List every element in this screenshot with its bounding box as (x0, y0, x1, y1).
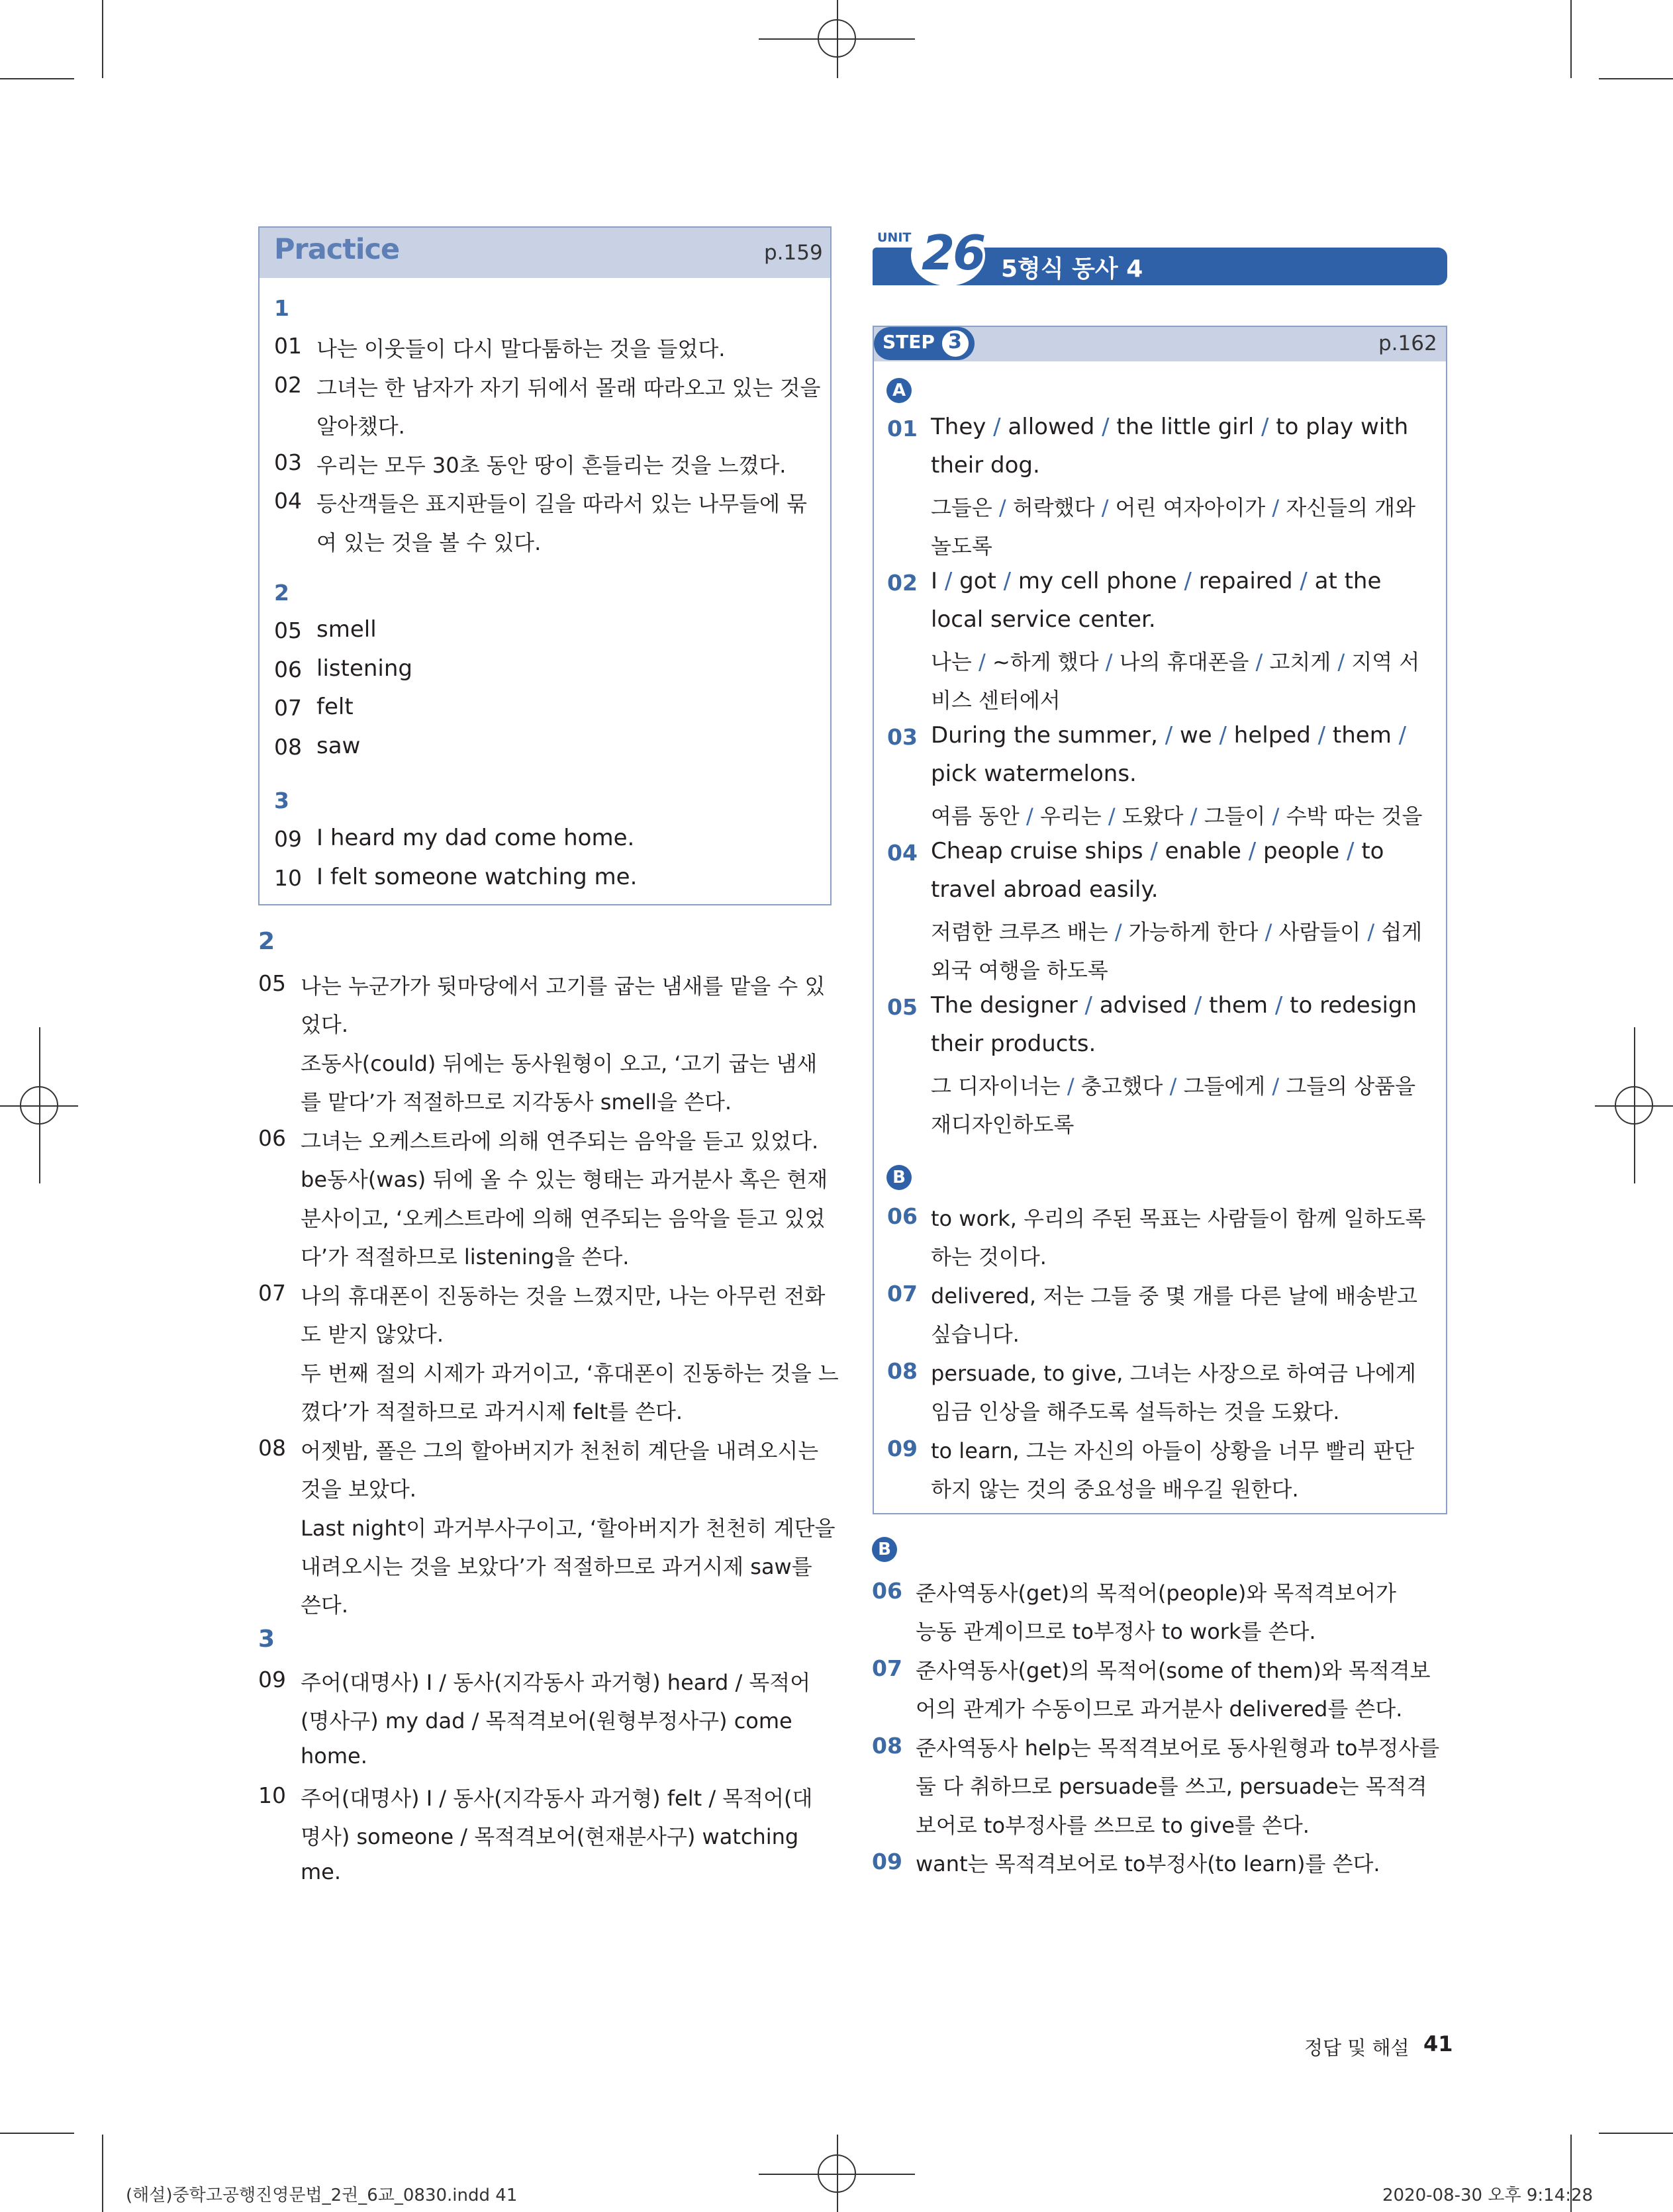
item-number: 07 (887, 1281, 918, 1307)
translation-chunks: 비스 센터에서 (931, 688, 1061, 713)
item-number: 08 (872, 1733, 902, 1759)
item-number: 06 (258, 1125, 286, 1151)
item-text: 를 맡다’가 적절하므로 지각동사 smell을 쓴다. (301, 1089, 732, 1115)
chunk-separator: / (1219, 722, 1227, 749)
practice-box (258, 226, 832, 905)
item-text: 명사) someone / 목적격보어(현재분사구) watching (301, 1824, 799, 1849)
translation-chunks: 저렴한 크루즈 배는 / 가능하게 한다 / 사람들이 / 쉽게 (931, 919, 1423, 945)
item-number: 04 (887, 840, 918, 866)
chunk-separator: / (1101, 495, 1109, 520)
chunk-separator: / (1194, 992, 1202, 1019)
chunk-separator: / (1084, 992, 1093, 1019)
item-text: 것을 보았다. (301, 1477, 416, 1502)
item-text: 나의 휴대폰이 진동하는 것을 느꼈지만, 나는 아무런 전화 (301, 1283, 826, 1309)
item-text: smell (316, 616, 377, 643)
crop-mark (0, 2133, 74, 2134)
item-text: 두 번째 절의 시제가 과거이고, ‘휴대폰이 진동하는 것을 느 (301, 1361, 839, 1386)
item-number: 01 (887, 416, 918, 441)
sentence-chunks: The designer / advised / them / to redesign (931, 992, 1417, 1019)
practice-section-number: 2 (274, 580, 289, 606)
item-number: 07 (872, 1655, 902, 1681)
item-text: me. (301, 1859, 342, 1884)
crop-mark (1570, 0, 1572, 78)
translation-chunks: 외국 여행을 하도록 (931, 958, 1108, 983)
item-text: 준사역동사 help는 목적격보어로 동사원형과 to부정사를 (916, 1735, 1440, 1761)
registration-mark (818, 19, 856, 58)
chunk-separator: / (1165, 722, 1173, 749)
item-number: 09 (887, 1436, 918, 1461)
translation-chunks: 그 디자이너는 / 충고했다 / 그들에게 / 그들의 상품을 (931, 1074, 1415, 1099)
item-text: 둘 다 취하므로 persuade를 쓰고, persuade는 목적격 (916, 1774, 1427, 1799)
translation-chunks: 놀도록 (931, 533, 992, 559)
chunk-separator: / (1105, 649, 1113, 674)
item-text: 능동 관계이므로 to부정사 to work를 쓴다. (916, 1619, 1316, 1644)
item-text: 조동사(could) 뒤에는 동사원형이 오고, ‘고기 굽는 냄새 (301, 1051, 818, 1076)
item-text: 등산객들은 표지판들이 길을 따라서 있는 나무들에 묶 (316, 491, 808, 516)
sentence-chunks: Cheap cruise ships / enable / people / to (931, 838, 1384, 864)
crop-mark (1599, 78, 1673, 79)
item-text: 임금 인상을 해주도록 설득하는 것을 도왔다. (931, 1399, 1340, 1424)
item-text: to work, 우리의 주된 목표는 사람들이 함께 일하도록 (931, 1206, 1426, 1231)
item-number: 05 (274, 618, 302, 643)
chunk-separator: / (1261, 414, 1269, 440)
translation-chunks: 그들은 / 허락했다 / 어린 여자아이가 / 자신들의 개와 (931, 495, 1415, 520)
chunk-separator: / (979, 649, 986, 674)
sentence-chunks: local service center. (931, 606, 1156, 633)
item-text: 나는 이웃들이 다시 말다툼하는 것을 들었다. (316, 336, 726, 361)
item-text: (명사구) my dad / 목적격보어(원형부정사구) come (301, 1708, 792, 1733)
item-text: persuade, to give, 그녀는 사장으로 하여금 나에게 (931, 1361, 1416, 1386)
item-text: 보어로 to부정사를 쓰므로 to give를 쓴다. (916, 1813, 1310, 1838)
sentence-chunks: They / allowed / the little girl / to play with (931, 414, 1409, 440)
item-number: 07 (258, 1280, 286, 1306)
item-number: 10 (258, 1782, 286, 1808)
chunk-separator: / (1067, 1074, 1075, 1099)
print-slug-timestamp: 2020-08-30 오후 9:14:28 (1382, 2186, 1594, 2205)
chunk-separator: / (1272, 495, 1280, 520)
chunk-separator: / (1102, 414, 1110, 440)
item-text: 하는 것이다. (931, 1244, 1047, 1269)
item-text: felt (316, 694, 354, 720)
item-number: 06 (887, 1203, 918, 1229)
item-text: saw (316, 733, 361, 759)
item-number: 10 (274, 865, 302, 891)
item-text: 꼈다’가 적절하므로 과거시제 felt를 쓴다. (301, 1399, 683, 1424)
item-text: Last night이 과거부사구이고, ‘할아버지가 천천히 계단을 (301, 1516, 836, 1541)
chunk-separator: / (1274, 992, 1283, 1019)
chunk-separator: / (1114, 919, 1122, 945)
chunk-separator: / (1184, 568, 1192, 594)
chunk-separator: / (1003, 568, 1012, 594)
item-text: 어의 관계가 수동이므로 과거분사 delivered를 쓴다. (916, 1696, 1403, 1722)
item-text: home. (301, 1743, 367, 1769)
item-text: 쓴다. (301, 1592, 348, 1618)
item-text: to learn, 그는 자신의 아들이 상황을 너무 빨리 판단 (931, 1438, 1415, 1463)
item-number: 02 (274, 372, 302, 398)
chunk-separator: / (1248, 838, 1257, 864)
page-number: 41 (1423, 2031, 1453, 2056)
sentence-chunks: travel abroad easily. (931, 876, 1159, 903)
sentence-chunks: their dog. (931, 452, 1040, 479)
crop-mark (102, 2135, 103, 2212)
translation-chunks: 나는 / ~하게 했다 / 나의 휴대폰을 / 고치게 / 지역 서 (931, 649, 1420, 674)
chunk-separator: / (1272, 1074, 1280, 1099)
item-text: listening (316, 655, 412, 682)
chunk-separator: / (1026, 804, 1033, 829)
practice-section-number: 1 (274, 295, 289, 321)
item-text: 주어(대명사) I / 동사(지각동사 과거형) heard / 목적어 (301, 1670, 811, 1695)
section-badge-a: A (886, 378, 912, 403)
item-text: want는 목적격보어로 to부정사(to learn)를 쓴다. (916, 1851, 1380, 1876)
item-number: 04 (274, 488, 302, 514)
chunk-separator: / (1272, 804, 1280, 829)
footer-label: 정답 및 해설 (1304, 2037, 1410, 2059)
item-number: 05 (258, 970, 286, 996)
unit-label: UNIT (877, 230, 912, 245)
chunk-separator: / (998, 495, 1006, 520)
practice-title: Practice (274, 233, 400, 266)
registration-mark (818, 2154, 856, 2193)
item-text: 주어(대명사) I / 동사(지각동사 과거형) felt / 목적어(대 (301, 1786, 813, 1811)
chunk-separator: / (1265, 919, 1272, 945)
explanation-section-number: 3 (258, 1626, 275, 1653)
sentence-chunks: I / got / my cell phone / repaired / at the (931, 568, 1382, 594)
item-number: 06 (872, 1578, 902, 1604)
chunk-separator: / (1150, 838, 1158, 864)
crop-mark (102, 0, 103, 78)
item-number: 02 (887, 570, 918, 596)
item-text: 도 받지 않았다. (301, 1322, 444, 1347)
item-text: 나는 누군가가 뒷마당에서 고기를 굽는 냄새를 맡을 수 있 (301, 974, 826, 999)
item-text: 준사역동사(get)의 목적어(people)와 목적격보어가 (916, 1581, 1396, 1606)
translation-chunks: 여름 동안 / 우리는 / 도왔다 / 그들이 / 수박 따는 것을 (931, 804, 1423, 829)
item-text: be동사(was) 뒤에 올 수 있는 형태는 과거분사 혹은 현재 (301, 1167, 828, 1192)
item-text: 그녀는 오케스트라에 의해 연주되는 음악을 듣고 있었다. (301, 1129, 819, 1154)
crop-mark (0, 78, 74, 79)
chunk-separator: / (1190, 804, 1198, 829)
chunk-separator: / (1108, 804, 1116, 829)
item-text: delivered, 저는 그들 중 몇 개를 다른 날에 배송받고 (931, 1283, 1417, 1309)
item-text: 었다. (301, 1012, 348, 1037)
section-badge-b: B (886, 1165, 912, 1190)
chunk-separator: / (1300, 568, 1308, 594)
item-number: 06 (274, 657, 302, 682)
chunk-separator: / (1169, 1074, 1177, 1099)
item-text: I heard my dad come home. (316, 825, 635, 851)
step-page-ref: p.162 (1378, 332, 1437, 355)
item-text: 알아챘다. (316, 414, 405, 439)
item-text: 내려오시는 것을 보았다’가 적절하므로 과거시제 saw를 (301, 1554, 812, 1579)
unit-title: 5형식 동사 4 (1001, 255, 1143, 283)
item-number: 05 (887, 994, 918, 1020)
chunk-separator: / (1337, 649, 1345, 674)
practice-section-number: 3 (274, 788, 289, 813)
chunk-separator: / (1317, 722, 1326, 749)
unit-number: 26 (922, 225, 984, 281)
registration-mark (20, 1086, 58, 1125)
print-slug-file: (해설)중학고공행진영문법_2권_6교_0830.indd 41 (126, 2186, 518, 2205)
item-number: 01 (274, 333, 302, 359)
crop-mark (1599, 2133, 1673, 2134)
chunk-separator: / (1367, 919, 1375, 945)
sentence-chunks: their products. (931, 1031, 1096, 1057)
translation-chunks: 재디자인하도록 (931, 1112, 1075, 1137)
chunk-separator: / (1255, 649, 1263, 674)
item-number: 03 (887, 724, 918, 750)
item-number: 09 (258, 1667, 286, 1692)
item-number: 09 (274, 826, 302, 852)
step-number: 3 (948, 330, 962, 353)
explanation-section-number: 2 (258, 928, 275, 955)
section-badge-b: B (872, 1537, 897, 1562)
chunk-separator: / (993, 414, 1001, 440)
step-label: STEP (883, 331, 935, 353)
sentence-chunks: pick watermelons. (931, 760, 1137, 787)
item-text: 하지 않는 것의 중요성을 배우길 원한다. (931, 1477, 1299, 1502)
item-text: 준사역동사(get)의 목적어(some of them)와 목적격보 (916, 1658, 1431, 1683)
item-number: 08 (274, 734, 302, 760)
item-text: 여 있는 것을 볼 수 있다. (316, 530, 542, 555)
chunk-separator: / (1398, 722, 1407, 749)
item-text: I felt someone watching me. (316, 864, 638, 890)
item-number: 08 (887, 1358, 918, 1384)
item-number: 03 (274, 449, 302, 475)
item-text: 분사이고, ‘오케스트라에 의해 연주되는 음악을 듣고 있었 (301, 1206, 826, 1231)
chunk-separator: / (1347, 838, 1355, 864)
item-number: 07 (274, 695, 302, 721)
item-text: 그녀는 한 남자가 자기 뒤에서 몰래 따라오고 있는 것을 (316, 375, 821, 400)
item-text: 우리는 모두 30초 동안 땅이 흔들리는 것을 느꼈다. (316, 453, 787, 478)
chunk-separator: / (944, 568, 953, 594)
practice-page-ref: p.159 (764, 241, 823, 265)
item-text: 어젯밤, 폴은 그의 할아버지가 천천히 계단을 내려오시는 (301, 1438, 819, 1463)
item-number: 09 (872, 1849, 902, 1874)
item-text: 싶습니다. (931, 1322, 1020, 1347)
sentence-chunks: During the summer, / we / helped / them / (931, 722, 1407, 749)
registration-mark (1615, 1086, 1653, 1125)
item-text: 다’가 적절하므로 listening을 쓴다. (301, 1244, 630, 1269)
item-number: 08 (258, 1435, 286, 1461)
